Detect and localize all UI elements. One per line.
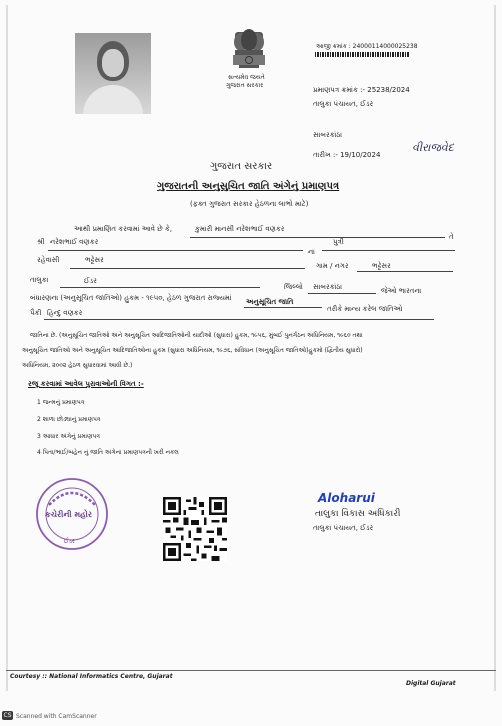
village-nagar-label: ગામ / નગર [316,262,349,270]
certificate-number: પ્રમાણપત્ર ક્રમાંક :- 25238/2024 [313,86,410,94]
digital-gujarat-brand: Digital Gujarat [406,680,456,687]
caste-prefix: પૈકી [30,309,42,317]
recognized-text: તરીકે માન્ય કરેલ જાતિઓ [327,305,403,313]
district-underline [308,293,376,294]
camscanner-watermark: Scanned with CamScanner [16,713,97,720]
caste-name-underline [44,319,434,320]
certificate-title: ગુજરાતની અનુસુચિત જાતિ અંગેનું પ્રમાણપત્ર [157,181,340,192]
state-phrase: જેઓ ભારતના [381,287,422,295]
village-nagar-underline [357,271,453,272]
district-value: સાબરકાંઠા [313,283,343,291]
government-heading: ગુજરાત સરકાર [210,161,273,172]
note-line-2: અનુસૂચિત જાતિઓ અને અનુસૂચિત આદિજાતિઓના હુકમ (સુધારા અધિનિયમ, ૧૯૭૬, સંવિધાન (અનુસૂચિત જાતિઓ)હુકમો (દ્વિતીય સુધારો) [22,347,363,354]
application-number: આજી ક્રમાંક : 24000114000025238 [316,43,418,50]
officer-title: તાલુકા વિકાસ અધિકારી [315,509,401,519]
note-line-3: અધિનિયમ, ૨૦૦૨ હેઠળ સુધારવામાં આવી છે.) [22,362,133,369]
intro-text: આથી પ્રમાણિત કરવામાં આવે છે કે, [74,225,173,233]
document-item: 4 પિતા/ભાઈ/બહેન નું જાતિ અંગેના પ્રમાણપત્રની ખરી નકલ [37,449,179,456]
name-underline [190,237,445,238]
stamp-bottom-text: ઈડર [64,538,76,545]
caste-name: હિન્દુ વણકર [47,309,83,317]
applicant-photo [75,33,151,114]
officer-office: તાલુકા પંચાયત, ઈડર [313,524,374,532]
caste-category-underline [244,307,322,308]
stamp-center-text: કચેરીની મહોર [45,510,92,519]
father-name: નરેશભાઈ વણકર [50,238,99,246]
resident-label: રહેવાસી [37,256,60,264]
officer-signature: Aloharui [318,491,375,505]
camscanner-logo: CS [3,712,12,719]
issuing-office: તાલુકા પંચાયત, ઈડર [313,100,374,108]
document-item: 2 શાળા છોડ્યાનું પ્રમાણપત્ર [37,416,101,423]
relation-prefix: ના [308,248,315,256]
relation-underline [322,250,455,251]
te-label: તે [449,233,454,241]
documents-heading: રજૂ કરવામાં આવેલ પુરાવાઓની વિગત :- [28,380,144,388]
applicant-name: કુમારી માનસી નરેશભાઈ વણકર [195,225,285,233]
order-text: બંધારણના (અનુસૂચિત જાતિઓ) હુકમ - ૧૯૫૦, હેઠળ ગુજરાત રાજ્યમાં [30,294,232,302]
resident-underline [70,268,305,269]
taluka-underline [60,287,260,288]
father-name-underline [48,250,303,251]
emblem-government-caption: ગુજરાત સરકાર [226,82,264,89]
handwritten-note: વીરાજવેદ [412,141,454,154]
note-line-1: જાતિના છે. (અનુસૂચિત જાતિઓ અને અનુસૂચિત આદિજાતિઓની યાદીઓ (સુધારા) હુકમ, ૧૯૫૬, મુંબઈ પુનર્ગઠન અધિનિયમ, ૧૯૬૦ તથા [30,332,363,339]
document-item: 1 જન્મનું પ્રમાણપત્ર [37,399,85,406]
caste-category: અનુસૂચિત જાતિ [246,298,294,306]
relation: પુત્રી [333,238,344,246]
taluka-label: તાલુકા [30,276,49,284]
barcode [315,52,410,57]
certificate-subtitle: (ફક્ત ગુજરાત સરકાર હેઠળના લાભો માટે) [190,200,309,208]
village-nagar-value: ભટ્ટેસર [372,262,391,270]
courtesy-text: Courtesy :: National Informatics Centre, Gujarat [10,673,173,680]
header-district: સાબરકાંઠા [313,131,343,139]
shri-label: શ્રી [37,238,45,246]
qr-code [163,497,227,561]
district-label: જિલ્લો [284,283,303,291]
taluka-value: ઈડર [84,277,97,285]
issue-date: તારીખ :- 19/10/2024 [313,151,381,159]
document-item: 3 આધાર અંગેનું પ્રમાણપત્ર [37,433,100,440]
emblem-motto: સત્યમેવ જયતે [228,74,265,81]
footer-rule [6,670,496,671]
village-value: ભટ્ટેસર [85,256,104,264]
